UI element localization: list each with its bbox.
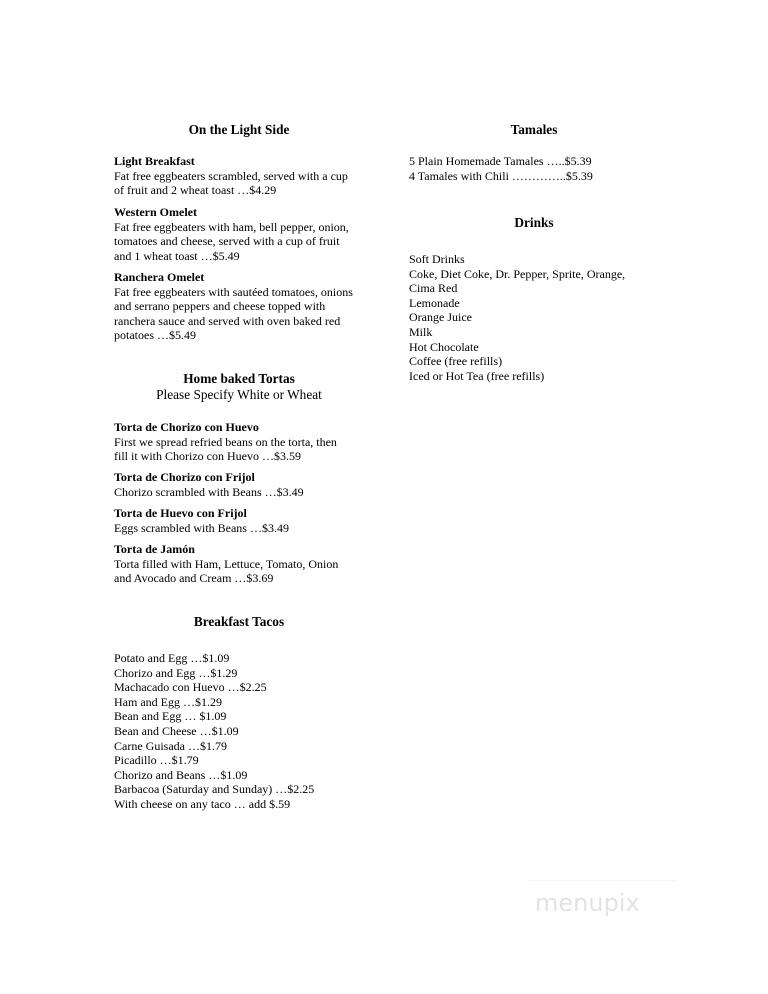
watermark-logo: menupix [535,889,640,917]
list-item: Coke, Diet Coke, Dr. Pepper, Sprite, Orange, [409,266,626,281]
menu-item-ranchera-omelet [114,270,353,343]
menu-item-torta-jamon [114,542,338,586]
list-item: Soft Drinks [409,252,465,266]
item-name: Light Breakfast [114,154,195,168]
item-name: Western Omelet [114,205,197,219]
item-desc-line: of fruit and 2 wheat toast …$4.29 [114,183,277,198]
item-desc-line: and Avocado and Cream …$3.69 [114,571,274,586]
list-item: Ham and Egg …$1.29 [114,694,222,709]
item-desc-line: First we spread refried beans on the torta, then [114,434,337,449]
list-item: Cima Red [409,281,458,296]
tamales-list [409,154,593,183]
menu-item-torta-chorizo-frijol [114,470,304,499]
tacos-list [114,651,314,812]
item-desc-line: Torta filled with Ham, Lettuce, Tomato, Onion [114,556,339,571]
tortas-title: Home baked Tortas [183,371,295,386]
list-item: Carne Guisada …$1.79 [114,738,227,753]
list-item: Barbacoa (Saturday and Sunday) …$2.25 [114,782,315,797]
item-name: Torta de Chorizo con Frijol [114,470,255,484]
list-item: Potato and Egg …$1.09 [114,651,230,665]
list-item: Hot Chocolate [409,339,479,354]
list-item: With cheese on any taco … add $.59 [114,796,291,811]
item-desc-line: tomatoes and cheese, served with a cup of fruit [114,234,340,249]
item-desc-line: potatoes …$5.49 [114,328,196,343]
drinks-title: Drinks [514,215,554,230]
list-item: Orange Juice [409,310,472,325]
item-desc-line: and 1 wheat toast …$5.49 [114,248,240,263]
item-desc-line: and serrano peppers and cheese topped with [114,299,326,314]
list-item: Milk [409,324,433,339]
watermark-decoration [527,880,677,889]
tamales-title: Tamales [510,122,558,137]
menu-item-torta-chorizo-huevo [114,420,337,464]
list-item: 4 Tamales with Chili …………..$5.39 [409,168,593,183]
list-item: Picadillo …$1.79 [114,753,199,768]
list-item: Chorizo and Egg …$1.29 [114,665,238,680]
menu-item-torta-huevo-frijol [114,506,289,535]
drinks-list [409,252,625,383]
list-item: Machacado con Huevo …$2.25 [114,680,267,695]
item-desc-line: Fat free eggbeaters with ham, bell pepper, onion, [114,219,349,234]
item-desc-line: Fat free eggbeaters scrambled, served with a cup [114,168,348,183]
list-item: Coffee (free refills) [409,354,503,369]
list-item: Bean and Egg … $1.09 [114,709,227,724]
item-desc-line: fill it with Chorizo con Huevo …$3.59 [114,449,301,464]
item-desc-line: Chorizo scrambled with Beans …$3.49 [114,484,304,499]
item-name: Torta de Chorizo con Huevo [114,420,259,434]
item-name: Ranchera Omelet [114,270,205,284]
list-item: 5 Plain Homemade Tamales …..$5.39 [409,154,592,168]
item-desc-line: ranchera sauce and served with oven baked red [114,313,341,328]
item-desc-line: Fat free eggbeaters with sautéed tomatoes, onions [114,284,353,299]
light-side-title: On the Light Side [188,122,290,137]
tortas-subtitle: Please Specify White or Wheat [156,387,322,402]
list-item: Lemonade [409,295,460,310]
menu-item-light-breakfast [114,154,348,198]
item-name: Torta de Jamón [114,542,195,556]
list-item: Bean and Cheese …$1.09 [114,723,239,738]
menu-item-western-omelet [114,205,349,263]
item-name: Torta de Huevo con Frijol [114,506,247,520]
tacos-title: Breakfast Tacos [193,614,285,629]
list-item: Iced or Hot Tea (free refills) [409,368,545,383]
item-desc-line: Eggs scrambled with Beans …$3.49 [114,520,289,535]
list-item: Chorizo and Beans …$1.09 [114,767,248,782]
